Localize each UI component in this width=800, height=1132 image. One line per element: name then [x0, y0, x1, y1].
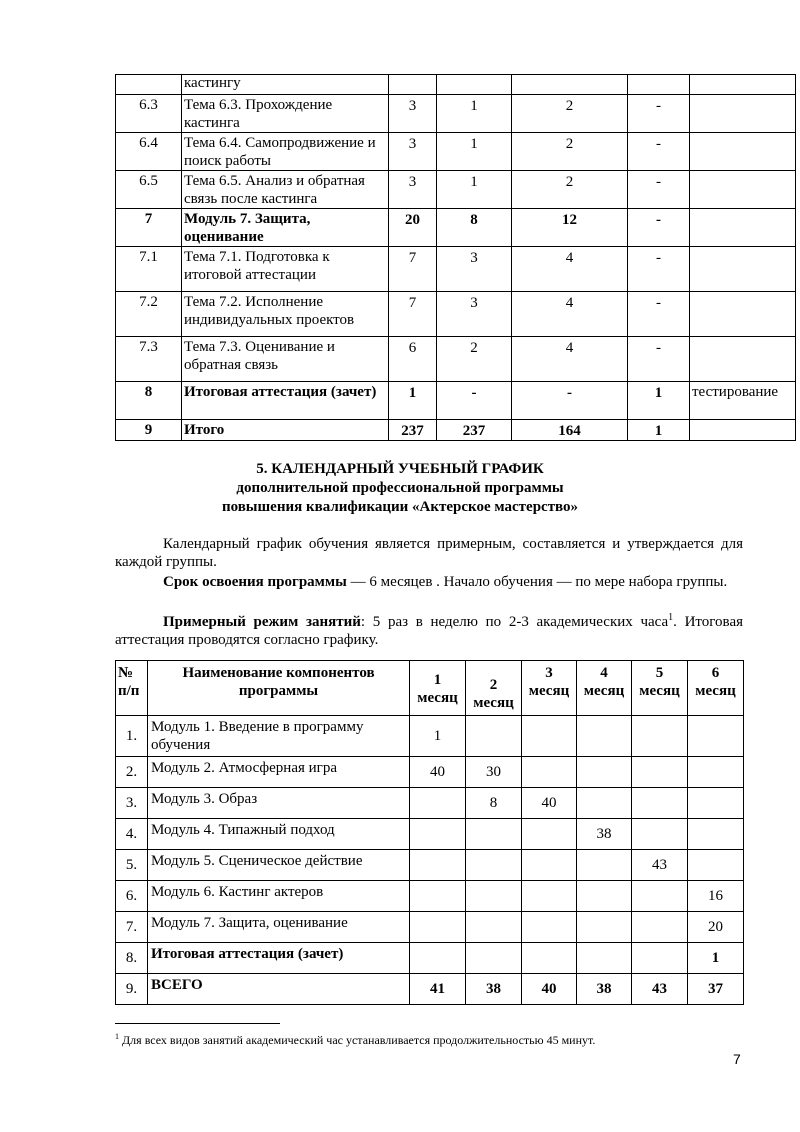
hours-total: 7: [389, 292, 437, 337]
hours-practice: -: [512, 382, 628, 420]
table-row: [116, 881, 744, 912]
hours-practice: [512, 75, 628, 95]
row-index: 8.: [116, 943, 148, 974]
paragraph-mode-text: : 5 раз в неделю по 2-3 академических часа: [360, 614, 669, 630]
component-name: Модуль 1. Введение в программу обучения: [148, 716, 410, 757]
month-3-hours: 40: [522, 788, 577, 819]
control-form: [690, 247, 796, 292]
control-form: [690, 337, 796, 382]
month-5-hours: [632, 757, 688, 788]
header-month-6: 6 месяц: [688, 661, 744, 716]
table-row: [116, 974, 744, 1005]
control-form: тестирование: [690, 382, 796, 420]
hours-practice: 164: [512, 420, 628, 441]
month-6-hours: [688, 757, 744, 788]
header-name: Наименование компонентов программы: [148, 661, 410, 716]
month-3-hours: [522, 850, 577, 881]
curriculum-table-body: [116, 75, 796, 441]
hours-theory: 1: [437, 133, 512, 171]
attestation: 1: [628, 382, 690, 420]
month-1-hours: [410, 819, 466, 850]
header-month-3: 3 месяц: [522, 661, 577, 716]
table-row: [116, 912, 744, 943]
hours-practice: 2: [512, 133, 628, 171]
hours-total: [389, 75, 437, 95]
footnote-text: Для всех видов занятий академический час устанавливается продолжительностью 45 минут.: [119, 1033, 596, 1047]
row-num: 6.5: [116, 171, 182, 209]
topic-name: Тема 6.5. Анализ и обратная связь после кастинга: [182, 171, 389, 209]
topic-name: Тема 7.1. Подготовка к итоговой аттестации: [182, 247, 389, 292]
hours-theory: 237: [437, 420, 512, 441]
month-6-hours: 1: [688, 943, 744, 974]
row-index: 2.: [116, 757, 148, 788]
component-name: Модуль 6. Кастинг актеров: [148, 881, 410, 912]
control-form: [690, 75, 796, 95]
hours-practice: 4: [512, 292, 628, 337]
calendar-schedule-table: [115, 660, 744, 1005]
attestation: 1: [628, 420, 690, 441]
control-form: [690, 209, 796, 247]
header-month-2: 2 месяц: [466, 661, 522, 716]
paragraph-duration-text: — 6 месяцев . Начало обучения — по мере набора группы.: [346, 574, 728, 590]
attestation: -: [628, 209, 690, 247]
hours-practice: 4: [512, 337, 628, 382]
footnote-mark: 1: [115, 1032, 119, 1041]
month-6-hours: [688, 850, 744, 881]
month-2-hours: [466, 881, 522, 912]
row-num: 9: [116, 420, 182, 441]
topic-name: Тема 7.3. Оценивание и обратная связь: [182, 337, 389, 382]
month-1-hours: 40: [410, 757, 466, 788]
paragraph-schedule: [115, 535, 743, 571]
row-num: 6.4: [116, 133, 182, 171]
header-num: № п/п: [116, 661, 148, 716]
hours-theory: -: [437, 382, 512, 420]
month-4-hours: [577, 943, 632, 974]
row-index: 4.: [116, 819, 148, 850]
table-row: [116, 819, 744, 850]
month-2-hours: [466, 850, 522, 881]
curriculum-table: [115, 74, 796, 441]
component-name: Модуль 7. Защита, оценивание: [148, 912, 410, 943]
month-6-hours: [688, 819, 744, 850]
header-month-4: 4 месяц: [577, 661, 632, 716]
month-5-hours: [632, 912, 688, 943]
month-5-hours: [632, 788, 688, 819]
month-4-hours: [577, 912, 632, 943]
section-title: 5. КАЛЕНДАРНЫЙ УЧЕБНЫЙ ГРАФИК: [256, 461, 544, 477]
footnote: [115, 1032, 595, 1047]
footnote-divider: [115, 1023, 280, 1024]
hours-total: 3: [389, 133, 437, 171]
month-1-hours: [410, 881, 466, 912]
hours-total: 3: [389, 171, 437, 209]
row-num: 7.3: [116, 337, 182, 382]
attestation: [628, 75, 690, 95]
month-2-hours: 8: [466, 788, 522, 819]
table-row: [116, 171, 796, 209]
table-row: [116, 337, 796, 382]
section-subtitle-2: повышения квалификации «Актерское мастерство»: [221, 499, 579, 515]
control-form: [690, 420, 796, 441]
hours-theory: 1: [437, 171, 512, 209]
paragraph-mode-end: . Итоговая аттестация проводятся согласно графику.: [115, 614, 744, 648]
table-row: [116, 75, 796, 95]
row-index: 6.: [116, 881, 148, 912]
month-4-hours: [577, 881, 632, 912]
component-name: ВСЕГО: [148, 974, 410, 1005]
hours-total: 6: [389, 337, 437, 382]
month-6-hours: [688, 716, 744, 757]
table-row: [116, 788, 744, 819]
hours-total: 237: [389, 420, 437, 441]
month-5-hours: [632, 943, 688, 974]
month-1-hours: 41: [410, 974, 466, 1005]
month-4-hours: [577, 716, 632, 757]
hours-theory: 8: [437, 209, 512, 247]
control-form: [690, 292, 796, 337]
header-month-1: 1 месяц: [410, 661, 466, 716]
table-row: [116, 716, 744, 757]
attestation: -: [628, 247, 690, 292]
month-3-hours: [522, 912, 577, 943]
attestation: -: [628, 171, 690, 209]
paragraph-duration-label: Срок освоения программы: [163, 574, 347, 590]
paragraph-schedule-text: Календарный график обучения является примерным, составляется и утверждается для каждой группы.: [115, 536, 743, 570]
component-name: Модуль 5. Сценическое действие: [148, 850, 410, 881]
month-5-hours: 43: [632, 974, 688, 1005]
attestation: -: [628, 133, 690, 171]
month-4-hours: [577, 757, 632, 788]
topic-name: Итоговая аттестация (зачет): [182, 382, 389, 420]
paragraph-mode: [115, 609, 743, 649]
calendar-schedule-body: [116, 716, 744, 1005]
hours-total: 7: [389, 247, 437, 292]
table-row: [116, 943, 744, 974]
month-2-hours: 30: [466, 757, 522, 788]
topic-name: Итого: [182, 420, 389, 441]
section-subtitle-1: дополнительной профессиональной программы: [236, 480, 564, 496]
attestation: -: [628, 292, 690, 337]
row-num: 7.1: [116, 247, 182, 292]
hours-theory: 2: [437, 337, 512, 382]
attestation: -: [628, 337, 690, 382]
month-3-hours: [522, 881, 577, 912]
month-1-hours: [410, 850, 466, 881]
month-4-hours: [577, 788, 632, 819]
month-3-hours: [522, 819, 577, 850]
month-5-hours: [632, 819, 688, 850]
month-2-hours: [466, 716, 522, 757]
month-6-hours: [688, 788, 744, 819]
month-3-hours: [522, 757, 577, 788]
row-index: 3.: [116, 788, 148, 819]
row-num: [116, 75, 182, 95]
topic-name: Тема 7.2. Исполнение индивидуальных проектов: [182, 292, 389, 337]
hours-practice: 12: [512, 209, 628, 247]
header-month-5: 5 месяц: [632, 661, 688, 716]
month-6-hours: 16: [688, 881, 744, 912]
table-row: [116, 757, 744, 788]
row-index: 5.: [116, 850, 148, 881]
component-name: Модуль 4. Типажный подход: [148, 819, 410, 850]
month-5-hours: [632, 881, 688, 912]
topic-name: Тема 6.3. Прохождение кастинга: [182, 95, 389, 133]
hours-total: 20: [389, 209, 437, 247]
month-2-hours: [466, 912, 522, 943]
month-1-hours: [410, 788, 466, 819]
month-2-hours: 38: [466, 974, 522, 1005]
row-num: 6.3: [116, 95, 182, 133]
hours-theory: 1: [437, 95, 512, 133]
month-3-hours: 40: [522, 974, 577, 1005]
hours-theory: 3: [437, 292, 512, 337]
month-5-hours: 43: [632, 850, 688, 881]
page-number: 7: [733, 1051, 741, 1067]
table-row: [116, 850, 744, 881]
hours-total: 3: [389, 95, 437, 133]
row-num: 8: [116, 382, 182, 420]
table-row: [116, 95, 796, 133]
table-row: [116, 209, 796, 247]
topic-name: Тема 6.4. Самопродвижение и поиск работы: [182, 133, 389, 171]
topic-name: кастингу: [182, 75, 389, 95]
attestation: -: [628, 95, 690, 133]
month-4-hours: [577, 850, 632, 881]
month-3-hours: [522, 716, 577, 757]
control-form: [690, 95, 796, 133]
table-row: [116, 420, 796, 441]
control-form: [690, 171, 796, 209]
table-row: [116, 133, 796, 171]
hours-practice: 2: [512, 95, 628, 133]
footnote-ref[interactable]: 1: [668, 612, 674, 623]
component-name: Итоговая аттестация (зачет): [148, 943, 410, 974]
paragraph-mode-label: Примерный режим занятий: [163, 614, 361, 630]
topic-name: Модуль 7. Защита, оценивание: [182, 209, 389, 247]
row-num: 7: [116, 209, 182, 247]
month-3-hours: [522, 943, 577, 974]
month-5-hours: [632, 716, 688, 757]
month-4-hours: 38: [577, 819, 632, 850]
hours-theory: [437, 75, 512, 95]
month-1-hours: [410, 912, 466, 943]
hours-practice: 4: [512, 247, 628, 292]
hours-theory: 3: [437, 247, 512, 292]
month-2-hours: [466, 819, 522, 850]
month-4-hours: 38: [577, 974, 632, 1005]
table-row: [116, 292, 796, 337]
control-form: [690, 133, 796, 171]
month-2-hours: [466, 943, 522, 974]
month-1-hours: [410, 943, 466, 974]
table-row: [116, 247, 796, 292]
month-6-hours: 37: [688, 974, 744, 1005]
row-num: 7.2: [116, 292, 182, 337]
row-index: 1.: [116, 716, 148, 757]
paragraph-duration: [115, 573, 743, 591]
row-index: 7.: [116, 912, 148, 943]
hours-total: 1: [389, 382, 437, 420]
component-name: Модуль 3. Образ: [148, 788, 410, 819]
component-name: Модуль 2. Атмосферная игра: [148, 757, 410, 788]
month-6-hours: 20: [688, 912, 744, 943]
row-index: 9.: [116, 974, 148, 1005]
month-1-hours: 1: [410, 716, 466, 757]
hours-practice: 2: [512, 171, 628, 209]
table-row: [116, 382, 796, 420]
